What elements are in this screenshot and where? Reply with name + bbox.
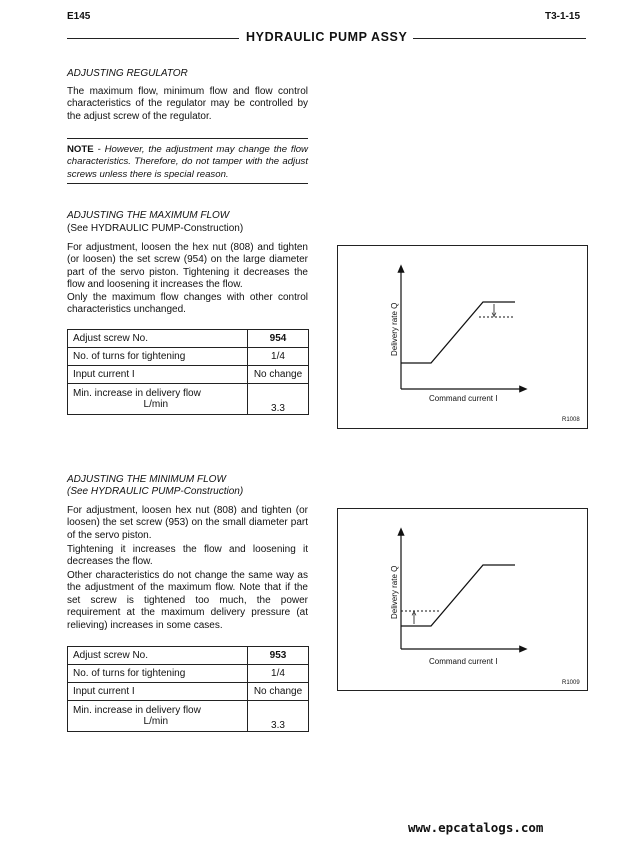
note-label: NOTE <box>67 144 94 155</box>
table-cell-value: 1/4 <box>248 348 309 366</box>
max-flow-body-2: Only the maximum flow changes with other control characteristics unchanged. <box>67 292 308 316</box>
graph-y-label: Delivery rate Q <box>390 565 399 619</box>
table-cell-value: 3.3 <box>248 701 309 732</box>
table-cell-value: No change <box>248 683 309 701</box>
table-cell-label <box>68 384 248 415</box>
figure-ref: R1009 <box>562 680 580 686</box>
table-row <box>68 647 309 665</box>
table-cell-value: 954 <box>248 330 309 348</box>
note-text: - However, the adjustment may change the flow characteristics. Therefore, do not tamper with the adjust screws unless there is special reason. <box>67 144 308 180</box>
min-flow-title: ADJUSTING THE MINIMUM FLOW <box>67 474 226 485</box>
regulator-note <box>67 144 308 181</box>
max-flow-graph-svg <box>338 246 587 428</box>
regulator-title: ADJUSTING REGULATOR <box>67 68 188 79</box>
table-row <box>68 701 309 732</box>
table-row <box>68 683 309 701</box>
graph-x-label: Command current I <box>429 657 498 666</box>
max-flow-table <box>67 329 309 415</box>
table-cell-label: No. of turns for tightening <box>68 348 248 366</box>
min-flow-subtitle: (See HYDRAULIC PUMP-Construction) <box>67 486 244 497</box>
table-label-text: Min. increase in delivery flow <box>73 388 201 399</box>
max-flow-subtitle: (See HYDRAULIC PUMP-Construction) <box>67 223 244 234</box>
table-row <box>68 330 309 348</box>
header-rule-left <box>67 38 239 39</box>
min-flow-graph-svg <box>338 509 587 690</box>
table-unit: L/min <box>143 399 168 410</box>
table-cell-label: Adjust screw No. <box>68 330 248 348</box>
min-flow-body: For adjustment, loosen hex nut (808) and tighten (or loosen) the set screw (953) on the small diameter part of the servo piston. <box>67 505 308 541</box>
regulator-body: The maximum flow, minimum flow and flow control characteristics of the regulator may be controlled by the adjust screw of the regulator. <box>67 86 308 122</box>
table-label-text: Min. increase in delivery flow <box>73 705 201 716</box>
table-cell-label: Input current I <box>68 366 248 384</box>
table-cell-label <box>68 701 248 732</box>
page-reference: T3-1-15 <box>545 11 581 22</box>
model-code: E145 <box>67 11 91 22</box>
max-flow-graph <box>337 245 588 429</box>
table-cell-label: Input current I <box>68 683 248 701</box>
header-rule-right <box>412 38 586 39</box>
table-row <box>68 384 309 415</box>
min-flow-table <box>67 646 309 732</box>
min-flow-graph <box>337 508 588 691</box>
flow-curve <box>401 565 515 626</box>
max-flow-title: ADJUSTING THE MAXIMUM FLOW <box>67 210 230 221</box>
flow-curve <box>401 302 515 363</box>
max-flow-body: For adjustment, loosen the hex nut (808) and tighten (or loosen) the set screw (954) on the large diameter part of the servo piston. Tightening it decreases the flow and loosening it increases the flow. <box>67 242 308 291</box>
table-row <box>68 665 309 683</box>
figure-ref: R1008 <box>562 417 580 423</box>
table-cell-value: No change <box>248 366 309 384</box>
table-row <box>68 366 309 384</box>
table-unit: L/min <box>143 716 168 727</box>
watermark-url: www.epcatalogs.com <box>408 820 544 835</box>
table-cell-value: 3.3 <box>248 384 309 415</box>
note-rule-bottom <box>67 183 308 184</box>
page-title: HYDRAULIC PUMP ASSY <box>240 30 413 44</box>
table-cell-value: 953 <box>248 647 309 665</box>
graph-y-label: Delivery rate Q <box>390 302 399 356</box>
table-row <box>68 348 309 366</box>
table-cell-value: 1/4 <box>248 665 309 683</box>
min-flow-body-3: Other characteristics do not change the same way as the adjustment of the maximum flow. Note that if the set screw is tightened too much, the power requirement at the maximum delivery pressure (at relieving) increases in some cases. <box>67 570 308 631</box>
min-flow-body-2: Tightening it increases the flow and loosening it decreases the flow. <box>67 544 308 568</box>
table-cell-label: Adjust screw No. <box>68 647 248 665</box>
note-rule-top <box>67 138 308 139</box>
table-cell-label: No. of turns for tightening <box>68 665 248 683</box>
graph-x-label: Command current I <box>429 394 498 403</box>
